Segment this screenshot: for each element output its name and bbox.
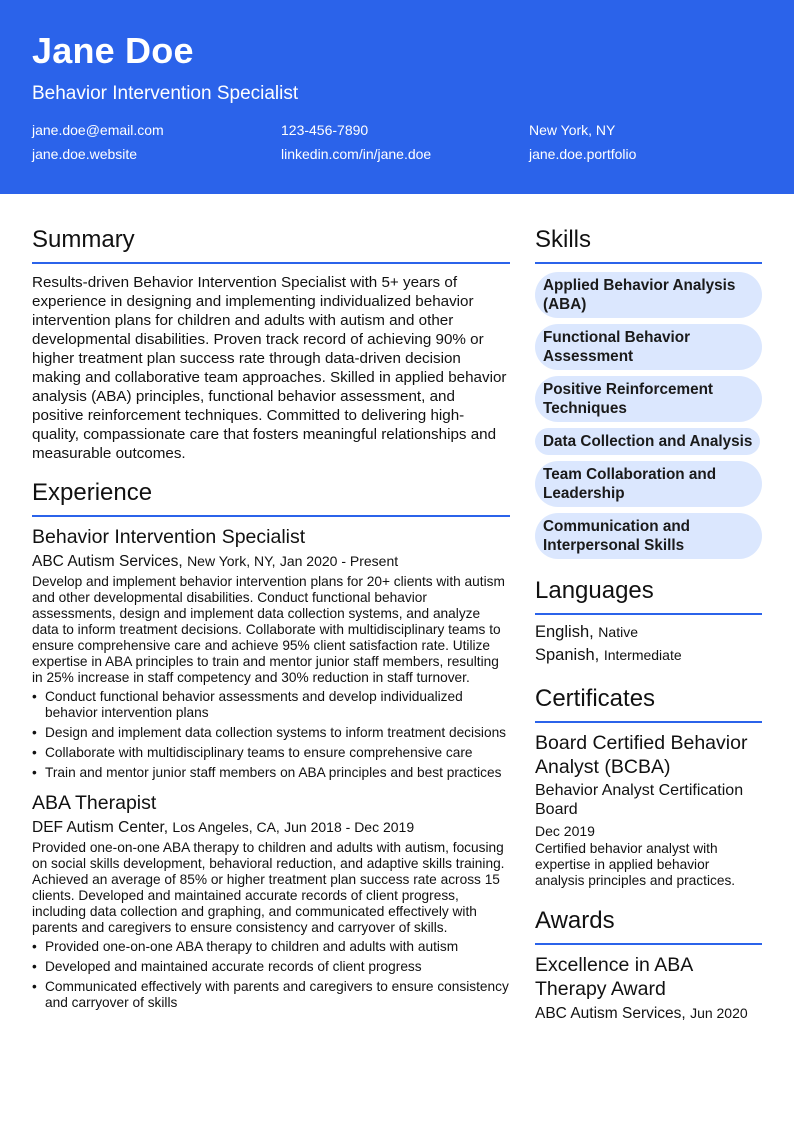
contact-email[interactable]: jane.doe@email.com bbox=[32, 122, 164, 138]
side-column bbox=[535, 224, 762, 1024]
job-description: Develop and implement behavior intervention plans for 20+ clients with autism and other developmental disabilities. Conduct functional behavior assessments, design and implement data collection systems, and analyze data to inform treatment decisions. Collaborate with multidisciplinary teams to ensure comprehensive care and achieve 95% client satisfaction rate. Utilize expertise in ABA principles to train and mentor junior staff members, resulting in 25% increase in staff competency and 30% reduction in staff turnover. bbox=[32, 574, 505, 685]
contact-portfolio[interactable]: jane.doe.portfolio bbox=[529, 146, 637, 162]
job-bullet: • Provided one-on-one ABA therapy to children and adults with autism bbox=[45, 939, 510, 955]
skills-heading: Skills bbox=[535, 224, 762, 264]
job-location: New York, NY, bbox=[187, 553, 276, 569]
job-bullets bbox=[32, 939, 510, 1011]
job-entry bbox=[32, 525, 510, 781]
award-meta bbox=[535, 1003, 762, 1024]
languages-heading: Languages bbox=[535, 575, 762, 615]
awards-heading: Awards bbox=[535, 905, 762, 945]
job-title: ABA Therapist bbox=[32, 792, 157, 814]
skills-list bbox=[535, 272, 762, 559]
language-name: English, bbox=[535, 623, 594, 641]
language-level: Native bbox=[598, 624, 638, 640]
job-company: DEF Autism Center, bbox=[32, 819, 169, 836]
job-title: Behavior Intervention Specialist bbox=[32, 526, 306, 548]
job-company: ABC Autism Services, bbox=[32, 553, 183, 570]
skill-pill: Data Collection and Analysis bbox=[535, 428, 760, 455]
job-dates: Jan 2020 - Present bbox=[279, 553, 399, 569]
job-dates: Jun 2018 - Dec 2019 bbox=[284, 819, 415, 835]
certificate-date: Dec 2019 bbox=[535, 823, 595, 839]
certificates-heading: Certificates bbox=[535, 683, 762, 723]
award-issuer: ABC Autism Services, bbox=[535, 1005, 686, 1022]
skill-pill: Communication and Interpersonal Skills bbox=[535, 513, 762, 559]
job-bullet: • Design and implement data collection systems to inform treatment decisions bbox=[45, 725, 510, 741]
job-bullet: • Collaborate with multidisciplinary teams to ensure comprehensive care bbox=[45, 745, 510, 761]
award-name: Excellence in ABA Therapy Award bbox=[535, 954, 693, 1000]
candidate-role: Behavior Intervention Specialist bbox=[32, 83, 299, 104]
contact-website[interactable]: jane.doe.website bbox=[32, 146, 138, 162]
contact-location: New York, NY bbox=[529, 122, 616, 138]
resume-header bbox=[0, 0, 794, 194]
job-meta bbox=[32, 817, 510, 838]
certificate-issuer: Behavior Analyst Certification Board bbox=[535, 782, 744, 818]
job-bullet: • Conduct functional behavior assessments and develop individualized behavior intervention plans bbox=[45, 689, 510, 721]
job-meta bbox=[32, 551, 510, 572]
language-item bbox=[535, 621, 762, 644]
certificate-item bbox=[535, 731, 762, 889]
summary-text: Results-driven Behavior Intervention Specialist with 5+ years of experience in designing and implementing individualized behavior intervention plans for children and adults with autism and other developmental disabilities. Proven track record of achieving 90% or higher treatment plan success rate through data-driven decision making and collaborative team approaches. Skilled in applied behavior analysis (ABA) principles, functional behavior assessment, and positive reinforcement techniques. Committed to delivering high-quality, compassionate care that fosters meaningful relationships and measurable outcomes. bbox=[32, 274, 507, 462]
skill-pill: Team Collaboration and Leadership bbox=[535, 461, 762, 507]
language-level: Intermediate bbox=[603, 647, 682, 663]
job-bullet: • Developed and maintained accurate records of client progress bbox=[45, 959, 510, 975]
skill-pill: Positive Reinforcement Techniques bbox=[535, 376, 762, 422]
candidate-name: Jane Doe bbox=[32, 30, 194, 71]
language-name: Spanish, bbox=[535, 646, 600, 664]
award-date: Jun 2020 bbox=[690, 1005, 748, 1021]
job-bullets bbox=[32, 689, 510, 781]
main-column bbox=[32, 224, 510, 1015]
summary-heading: Summary bbox=[32, 224, 510, 264]
certificate-name: Board Certified Behavior Analyst (BCBA) bbox=[535, 732, 748, 778]
skill-pill: Applied Behavior Analysis (ABA) bbox=[535, 272, 762, 318]
contact-phone[interactable]: 123-456-7890 bbox=[281, 122, 369, 138]
skill-pill: Functional Behavior Assessment bbox=[535, 324, 762, 370]
contact-linkedin[interactable]: linkedin.com/in/jane.doe bbox=[281, 146, 432, 162]
language-item bbox=[535, 644, 762, 667]
job-bullet: • Communicated effectively with parents and caregivers to ensure consistency and carryover of skills bbox=[45, 979, 510, 1011]
experience-heading: Experience bbox=[32, 477, 510, 517]
certificate-description: Certified behavior analyst with expertise in applied behavior analysis principles and practices. bbox=[535, 841, 736, 888]
languages-list bbox=[535, 621, 762, 667]
job-entry bbox=[32, 791, 510, 1011]
job-bullet: • Train and mentor junior staff members on ABA principles and best practices bbox=[45, 765, 510, 781]
award-item bbox=[535, 953, 762, 1024]
job-location: Los Angeles, CA, bbox=[172, 819, 280, 835]
job-description: Provided one-on-one ABA therapy to children and adults with autism, focusing on social skills development, behavioral reduction, and adaptive skills training. Achieved an average of 85% or higher treatment plan success rate across 15 clients. Developed and maintained accurate records of client progress, including data collection and graphing, and communicated effectively with parents and caregivers to ensure consistency and carryover of skills. bbox=[32, 840, 505, 935]
